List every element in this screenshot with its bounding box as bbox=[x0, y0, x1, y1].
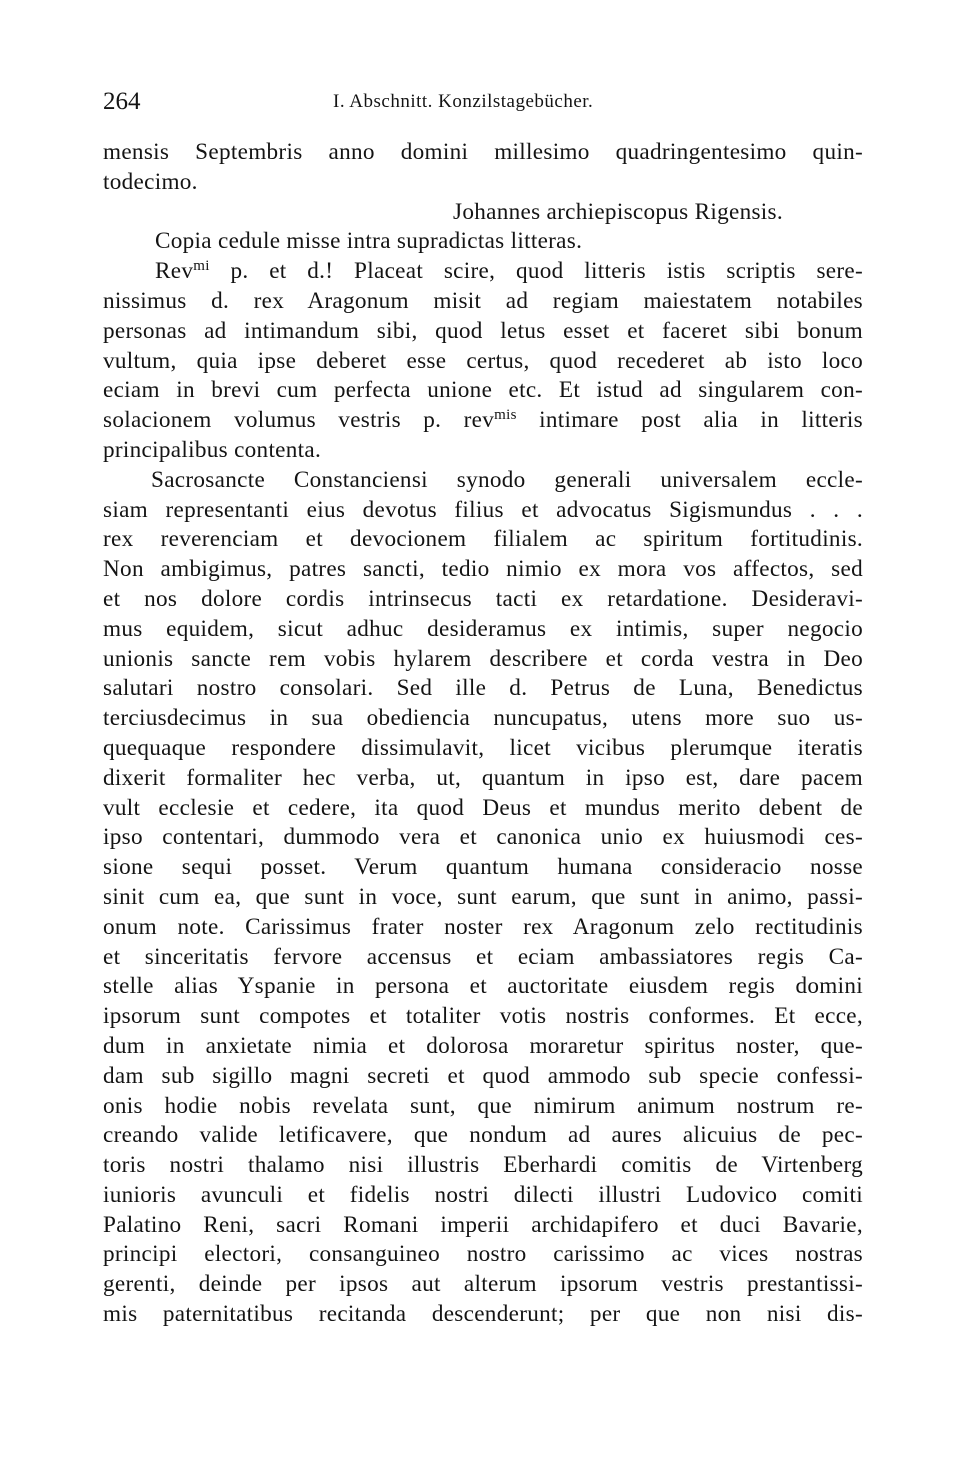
text-line: dixerit formaliter hec verba, ut, quantum in ipso est, dare pacem bbox=[103, 764, 863, 791]
running-head: I. Abschnitt. Konzilstagebücher. bbox=[333, 91, 594, 112]
body-text bbox=[103, 138, 863, 1330]
text-fragment: solacionem volumus vestris p. rev bbox=[103, 407, 495, 434]
section-heading-line: Copia cedule misse intra supradictas litteras. bbox=[155, 228, 583, 255]
text-fragment: p. et d.! Placeat scire, quod litteris istis scriptis sere- bbox=[209, 258, 863, 285]
text-line: terciusdecimus in sua obediencia nuncupatus, utens more suo us- bbox=[103, 705, 863, 732]
text-line: sione sequi posset. Verum quantum humana consideracio nosse bbox=[103, 854, 863, 881]
text-line: mensis Septembris anno domini millesimo quadringentesimo quin- bbox=[103, 139, 863, 165]
signature-line: Johannes archiepiscopus Rigensis. bbox=[453, 198, 783, 225]
text-line: sinit cum ea, que sunt in voce, sunt earum, que sunt in animo, passi- bbox=[103, 883, 863, 910]
text-line: et sinceritatis fervore accensus et eciam ambassiatores regis Ca- bbox=[103, 943, 863, 970]
text-line: et nos dolore cordis intrinsecus tacti ex retardatione. Desideravi- bbox=[103, 585, 863, 612]
text-line: mis paternitatibus recitanda descenderunt; per que non nisi dis- bbox=[103, 1301, 863, 1328]
text-line: quequaque respondere dissimulavit, licet vicibus plerumque iteratis bbox=[103, 734, 863, 761]
text-line: mus equidem, sicut adhuc desideramus ex intimis, super negocio bbox=[103, 615, 863, 642]
text-line: dum in anxietate nimia et dolorosa moraretur spiritus noster, que- bbox=[103, 1032, 863, 1059]
text-line: nissimus d. rex Aragonum misit ad regiam maiestatem notabiles bbox=[103, 287, 863, 314]
text-line: dam sub sigillo magni secreti et quod ammodo sub specie confessi- bbox=[103, 1062, 863, 1089]
text-line: ipso contentari, dummodo vera et canonica unio ex huiusmodi ces- bbox=[103, 824, 863, 851]
text-line bbox=[103, 406, 863, 436]
text-line: principi electori, consanguineo nostro carissimo ac vices nostras bbox=[103, 1241, 863, 1268]
superscript-abbreviation: mi bbox=[193, 258, 210, 275]
text-line: unionis sancte rem vobis hylarem describere et corda vestra in Deo bbox=[103, 645, 863, 672]
text-line bbox=[103, 257, 863, 287]
page-number: 264 bbox=[103, 88, 141, 115]
text-line: eciam in brevi cum perfecta unione etc. Et istud ad singularem con- bbox=[103, 377, 863, 404]
text-line: stelle alias Yspanie in persona et auctoritate eiusdem regis domini bbox=[103, 973, 863, 1000]
text-line: todecimo. bbox=[103, 168, 198, 195]
text-fragment: Rev bbox=[155, 258, 194, 285]
text-line: iunioris avunculi et fidelis nostri dilecti illustri Ludovico comiti bbox=[103, 1181, 863, 1208]
superscript-abbreviation: mis bbox=[494, 407, 517, 424]
text-line: Non ambigimus, patres sancti, tedio nimio ex mora vos affectos, sed bbox=[103, 556, 863, 583]
text-line: personas ad intimandum sibi, quod letus esset et faceret sibi bonum bbox=[103, 317, 863, 344]
text-line: onum note. Carissimus frater noster rex Aragonum zelo rectitudinis bbox=[103, 913, 863, 940]
text-line: Palatino Reni, sacri Romani imperii archidapifero et duci Bavarie, bbox=[103, 1211, 863, 1238]
text-line: salutari nostro consolari. Sed ille d. Petrus de Luna, Benedictus bbox=[103, 675, 863, 702]
text-line: creando valide letificavere, que nondum ad aures alicuius de pec- bbox=[103, 1122, 863, 1149]
text-fragment: intimare post alia in litteris bbox=[516, 407, 863, 434]
text-line: Sacrosancte Constanciensi synodo generali universalem eccle- bbox=[151, 466, 863, 493]
text-line: rex reverenciam et devocionem filialem ac spiritum fortitudinis. bbox=[103, 526, 863, 553]
text-line: onis hodie nobis revelata sunt, que nimirum animum nostrum re- bbox=[103, 1092, 863, 1119]
text-line: vult ecclesie et cedere, ita quod Deus et mundus merito debent de bbox=[103, 794, 863, 821]
text-line: gerenti, deinde per ipsos aut alterum ipsorum vestris prestantissi- bbox=[103, 1271, 863, 1298]
text-line: siam representanti eius devotus filius et advocatus Sigismundus . . . bbox=[103, 496, 863, 523]
text-line: toris nostri thalamo nisi illustris Eberhardi comitis de Virtenberg bbox=[103, 1152, 863, 1179]
text-line: ipsorum sunt compotes et totaliter votis nostris conformes. Et ecce, bbox=[103, 1003, 863, 1030]
text-line: vultum, quia ipse deberet esse certus, quod recederet ab isto loco bbox=[103, 347, 863, 374]
text-line: principalibus contenta. bbox=[103, 436, 322, 463]
page-header bbox=[103, 88, 863, 118]
